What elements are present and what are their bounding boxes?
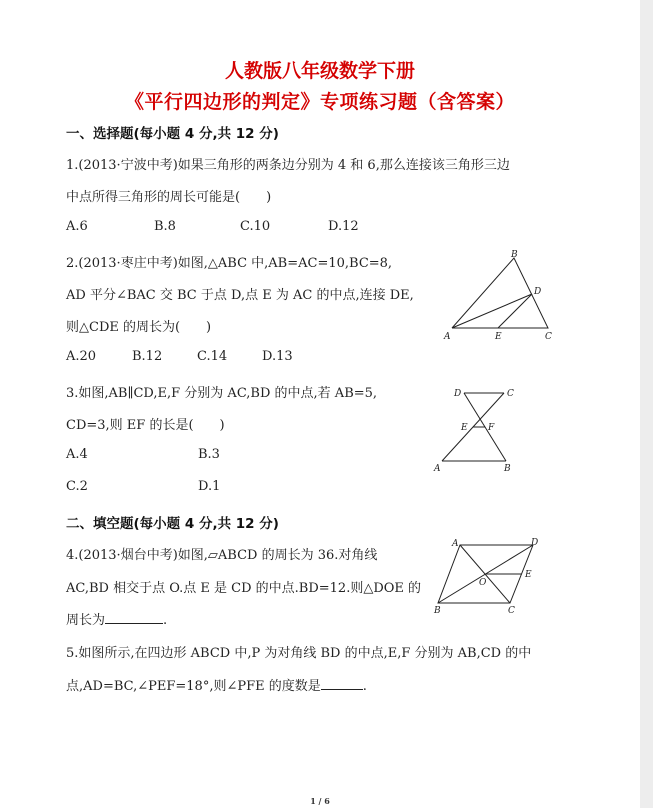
title-line-1: 人教版八年级数学下册 [224, 60, 415, 82]
q2-option-b: B.12 [132, 349, 163, 364]
q4-label-a: A [452, 539, 459, 549]
q3-label-f: F [488, 423, 495, 433]
q1-option-a: A.6 [66, 219, 88, 234]
q2-line-2: AD 平分∠BAC 交 BC 于点 D,点 E 为 AC 的中点,连接 DE, [66, 288, 414, 303]
q2-label-e: E [495, 332, 502, 342]
q2-label-b: B [511, 250, 518, 260]
q4-parallelogram-figure [430, 535, 546, 615]
q3-trapezoid-figure [428, 385, 524, 477]
q3-label-c: C [507, 389, 514, 399]
q3-label-e: E [461, 423, 468, 433]
q5-line-1: 5.如图所示,在四边形 ABCD 中,P 为对角线 BD 的中点,E,F 分别为 AB,CD 的中 [66, 646, 532, 661]
section-1-heading: 一、选择题(每小题 4 分,共 12 分) [66, 126, 279, 142]
q3-line-1: 3.如图,AB∥CD,E,F 分别为 AC,BD 的中点,若 AB=5, [66, 386, 378, 401]
q4-label-o: O [479, 578, 487, 588]
q3-label-a: A [434, 464, 441, 474]
q1-line-1: 1.(2013·宁波中考)如果三角形的两条边分别为 4 和 6,那么连接该三角形三边 [66, 158, 510, 173]
q2-line-3: 则△CDE 的周长为( ) [66, 320, 212, 335]
q1-line-2: 中点所得三角形的周长可能是( ) [66, 190, 272, 205]
q3-option-d: D.1 [198, 479, 221, 494]
q4-answer-blank[interactable] [105, 611, 163, 624]
q4-line-3 [66, 609, 167, 628]
q3-option-c: C.2 [66, 479, 88, 494]
q3-option-a: A.4 [66, 447, 88, 462]
q4-label-c: C [508, 606, 515, 615]
title-line-2: 《平行四边形的判定》专项练习题（含答案） [124, 91, 515, 113]
q4-line-3-prefix: 周长为 [66, 613, 106, 628]
q4-line-1: 4.(2013·烟台中考)如图,▱ABCD 的周长为 36.对角线 [66, 548, 378, 563]
q5-line-2-prefix: 点,AD=BC,∠PEF=18°,则∠PFE 的度数是 [66, 679, 321, 694]
q2-label-a: A [444, 332, 451, 342]
scrollbar-track[interactable] [640, 0, 653, 808]
q2-option-c: C.14 [197, 349, 228, 364]
q2-label-d: D [534, 287, 542, 297]
q2-line-1: 2.(2013·枣庄中考)如图,△ABC 中,AB=AC=10,BC=8, [66, 256, 393, 271]
q3-option-b: B.3 [198, 447, 220, 462]
q4-line-3-suffix: . [163, 613, 168, 628]
q3-label-d: D [454, 389, 462, 399]
section-2-heading: 二、填空题(每小题 4 分,共 12 分) [66, 516, 279, 532]
page-indicator: 1 / 6 [310, 796, 330, 806]
q4-label-e: E [525, 570, 532, 580]
q1-option-b: B.8 [154, 219, 176, 234]
q3-line-2: CD=3,则 EF 的长是( ) [66, 418, 225, 433]
q5-line-2 [66, 675, 367, 694]
q1-option-d: D.12 [328, 219, 359, 234]
q5-answer-blank[interactable] [321, 677, 363, 690]
q2-label-c: C [545, 332, 552, 342]
q2-option-a: A.20 [66, 349, 97, 364]
q5-line-2-suffix: . [362, 679, 367, 694]
q4-line-2: AC,BD 相交于点 O.点 E 是 CD 的中点.BD=12.则△DOE 的 [66, 581, 422, 596]
q3-label-b: B [504, 464, 511, 474]
q2-option-d: D.13 [262, 349, 293, 364]
q2-triangle-figure [436, 248, 560, 344]
q1-option-c: C.10 [240, 219, 271, 234]
q4-label-d: D [531, 538, 539, 548]
q4-label-b: B [434, 606, 441, 615]
